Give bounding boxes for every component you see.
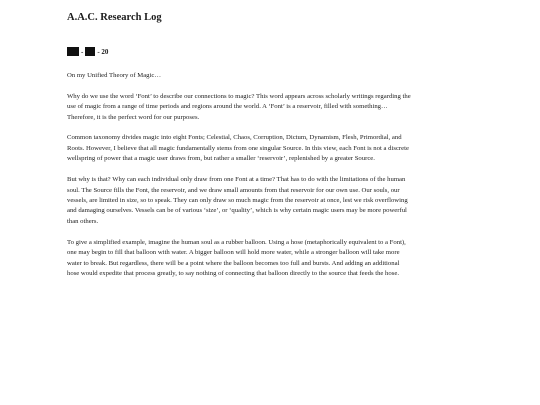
redacted-month	[85, 47, 95, 56]
date-separator: -	[81, 47, 84, 56]
page-title: A.A.C. Research Log	[67, 12, 162, 23]
intro-line: On my Unified Theory of Magic…	[67, 72, 162, 79]
date-year-fragment: - 20	[97, 47, 109, 56]
log-body	[67, 71, 412, 290]
paragraph: But why is that? Why can each individual only draw from one Font at a time? That has to do with the limitations of the human soul. The Source fills the Font, the reservoir, and we draw small amounts from that reservoir for our own use. Our souls, our vessels, are limited in size, so to speak. They can only draw so much magic from the reservoir at once, lest we risk overflowing and damaging ourselves. Vessels can be of various ‘size’, or ‘quality’, which is why certain magic users may be more powerful than others.	[67, 176, 408, 225]
paragraph: Common taxonomy divides magic into eight Fonts; Celestial, Chaos, Corruption, Dictum, Dynamism, Flesh, Primordial, and Roots. However, I believe that all magic fundamentally stems from one singular Source. In this view, each Font is not a discrete wellspring of power that a magic user draws from, but rather a smaller ‘reservoir’, replenished by a greater Source.	[67, 134, 409, 163]
redacted-day	[67, 47, 79, 56]
paragraph: To give a simplified example, imagine the human soul as a rubber balloon. Using a hose (metaphorically equivalent to a Font), one may begin to fill that balloon with water. A bigger balloon will hold more water, while a stronger balloon will take more water to break. But regardless, there will be a point where the balloon becomes too full and bursts. And adding an additional hose would expedite that process greatly, to say nothing of connecting that balloon directly to the source that feeds the hose.	[67, 238, 406, 277]
paragraph: Why do we use the word ‘Font’ to describe our connections to magic? This word appears across scholarly writings regarding the use of magic from a range of time periods and regions around the world. A ‘Font’ is a reservoir, filled with something… Therefore, it is the perfect word for our purposes.	[67, 92, 411, 121]
dateline	[67, 47, 110, 56]
